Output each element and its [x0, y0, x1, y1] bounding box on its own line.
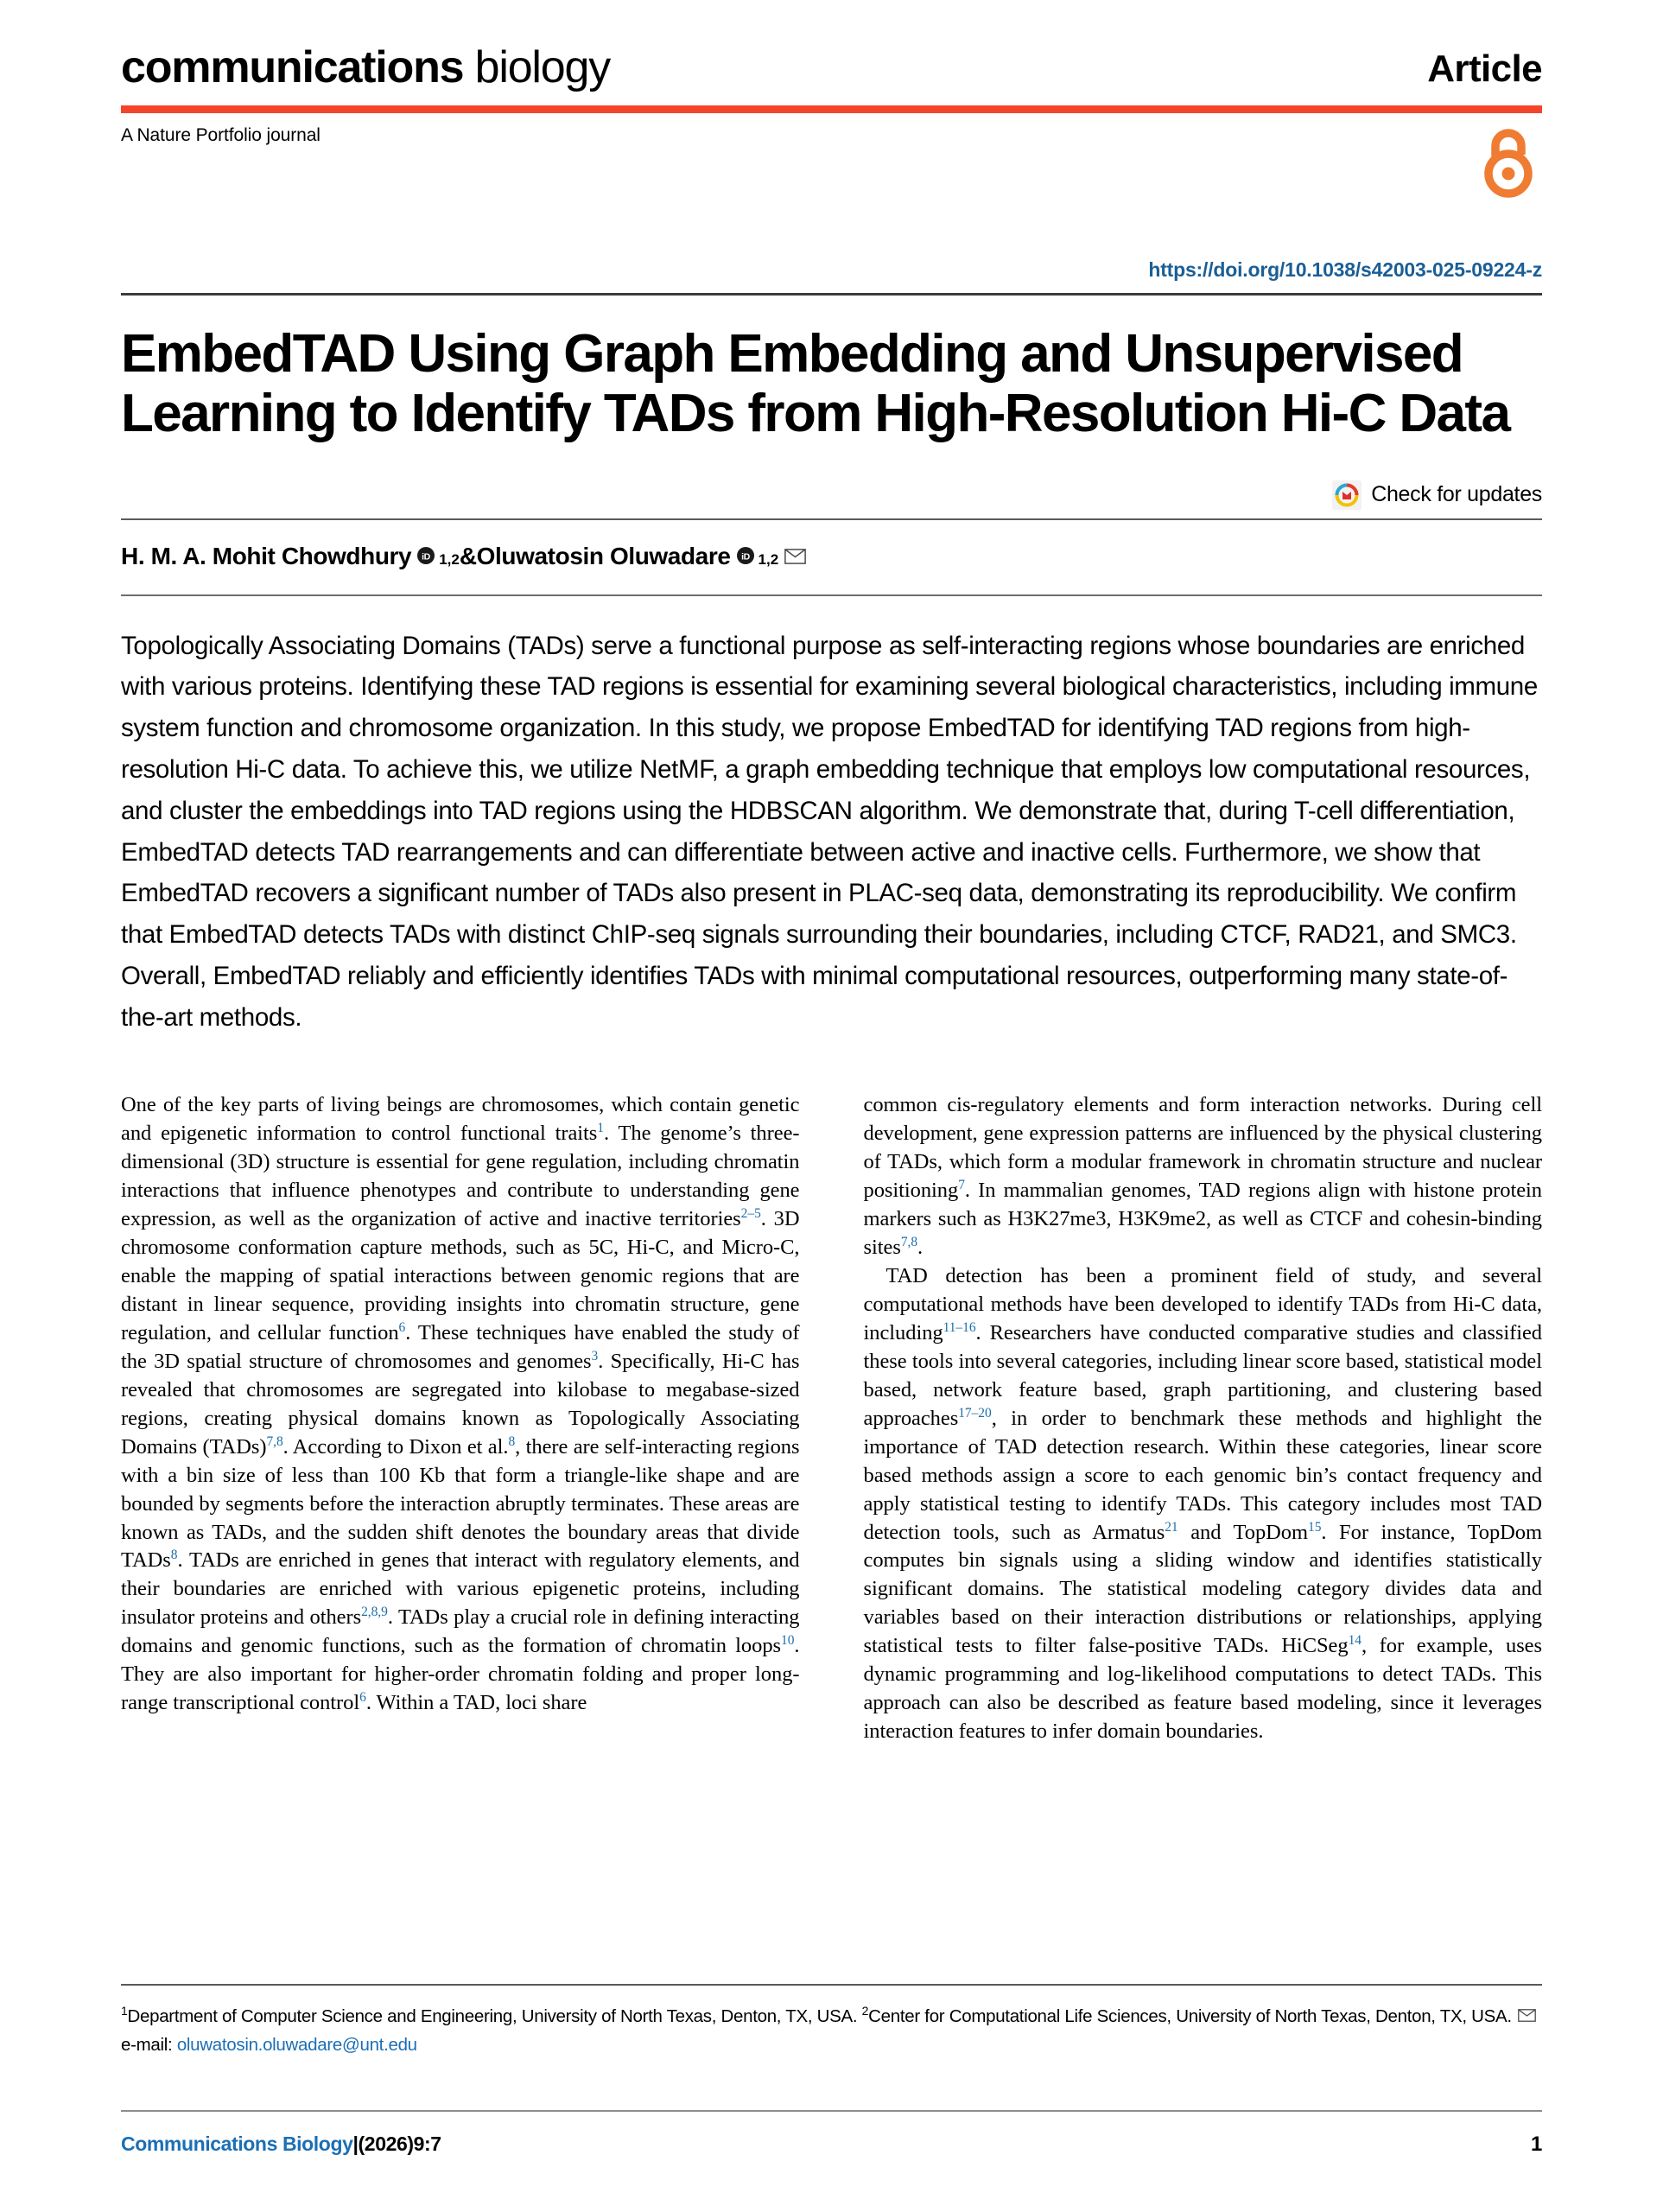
orcid-icon[interactable] [417, 543, 435, 560]
affiliation-marker-1: 1 [121, 2004, 128, 2018]
journal-logo-strong: communications [121, 42, 464, 92]
footer-separator: | [352, 2133, 359, 2155]
citation-reference[interactable]: 6 [359, 1689, 366, 1705]
citation-reference[interactable]: 1 [597, 1121, 604, 1136]
doi-divider [121, 293, 1542, 296]
citation-reference[interactable]: 10 [781, 1633, 795, 1649]
masthead [121, 0, 1542, 90]
citation-reference[interactable]: 14 [1348, 1633, 1362, 1649]
abstract-text: Topologically Associating Domains (TADs) serve a functional purpose as self-interacting regions whose boundaries are enriched with various proteins. Identifying these TAD regions is essential for examining several biological characteristics, including immune system function and chromosome organization. In this study, we propose EmbedTAD for identifying TAD regions from high-resolution Hi-C data. To achieve this, we utilize NetMF, a graph embedding technique that employs low computational resources, and cluster the embeddings into TAD regions using the HDBSCAN algorithm. We demonstrate that, during T-cell differentiation, EmbedTAD detects TAD rearrangements and can differentiate between active and inactive cells. Furthermore, we show that EmbedTAD recovers a significant number of TADs also present in PLAC-seq data, demonstrating its reproducibility. We confirm that EmbedTAD detects TADs with distinct ChIP-seq signals surrounding their boundaries, including CTCF, RAD21, and SMC3. Overall, EmbedTAD reliably and efficiently identifies TADs with minimal computational resources, outperforming many state-of-the-art methods. [121, 631, 1538, 1032]
masthead-divider [121, 105, 1542, 113]
citation-reference[interactable]: 8 [508, 1433, 516, 1449]
citation-reference[interactable]: 7,8 [266, 1433, 283, 1449]
citation-reference[interactable]: 17–20 [958, 1405, 992, 1421]
author-affiliation-second: 1,2 [758, 550, 779, 568]
journal-logo-light: biology [463, 42, 611, 92]
author-name-second[interactable]: Oluwatosin Oluwadare [476, 542, 731, 569]
footnote-divider [121, 1984, 1542, 1986]
body-content [121, 1091, 1542, 1746]
svg-text:iD: iD [422, 550, 431, 562]
body-paragraph: TAD detection has been a prominent field of study, and several computational methods have been developed to identify TADs from Hi-C data, including$^{11-16}$. Researchers have conducted comparative studies and classified these tools into several categories, including linear score based, statistical model based, network feature based, graph partitioning, and clustering based approaches$^{17-20}$, in order to benchmark these methods and highlight the importance of TAD detection research. Within these categories, linear score based methods assign a score to each genomic bin’s contact frequency and apply statistical testing to identify TADs. This category includes most TAD detection tools, such as Armatus$^{21}$ and TopDom$^{15}$. For instance, TopDom computes bin signals using a sliding window and identifies statistically significant domains. The statistical modeling category divides data and variables based on their interaction distributions or relationships, applying statistical tests to filter false-positive TADs. HiCSeg$^{14}$, for example, uses dynamic programming and log-likelihood computations to detect TADs. This approach can also be described as feature based modeling, since it leverages interaction features to infer domain boundaries. [863, 1264, 1542, 1744]
citation-reference[interactable]: 2,8,9 [361, 1605, 388, 1620]
citation-reference[interactable]: 7,8 [900, 1234, 918, 1249]
open-access-lock-icon [1475, 125, 1542, 198]
citation-reference[interactable]: 2–5 [740, 1206, 761, 1222]
page-title: EmbedTAD Using Graph Embedding and Unsupervised Learning to Identify TADs from High-Resolution Hi-C Data [121, 324, 1510, 443]
body-paragraph: common cis-regulatory elements and form interaction networks. During cell development, gene expression patterns are influenced by the physical clustering of TADs, which form a modular framework in chromatin structure and nuclear positioning$^7$. In mammalian genomes, TAD regions align with histone protein markers such as H3K27me3, H3K9me2, as well as CTCF and cohesin-binding sites$^{7,8}$. [863, 1093, 1542, 1260]
author-conjunction: & [459, 542, 477, 569]
affiliation-1: Department of Computer Science and Engineering, University of North Texas, Denton, TX, USA. [127, 2005, 862, 2026]
crossmark-icon [1332, 480, 1362, 510]
affiliations-footnote [121, 2001, 1542, 2059]
footer-citation-group [121, 2133, 441, 2156]
email-label: e-mail: [121, 2035, 177, 2056]
page-footer [121, 2133, 1542, 2157]
citation-reference[interactable]: 21 [1165, 1519, 1178, 1535]
body-column-left [121, 1091, 800, 1746]
page-number: 1 [1531, 2133, 1542, 2156]
author-list [121, 543, 1542, 570]
footer-divider [121, 2110, 1542, 2112]
envelope-icon [1518, 2002, 1536, 2015]
citation-reference[interactable]: 15 [1308, 1519, 1322, 1535]
authors-divider [121, 594, 1542, 596]
citation-reference[interactable]: 11–16 [943, 1319, 976, 1335]
footer-volume-page: (2026)9:7 [358, 2133, 441, 2155]
citation-reference[interactable]: 3 [591, 1348, 599, 1363]
author-affiliation-first: 1,2 [439, 550, 460, 568]
author-name-first[interactable]: H. M. A. Mohit Chowdhury [121, 542, 412, 569]
body-column-right [864, 1091, 1543, 1746]
doi-link[interactable]: https://doi.org/10.1038/s42003-025-09224-z [1148, 258, 1542, 281]
citation-reference[interactable]: 7 [958, 1178, 965, 1193]
portfolio-tagline: A Nature Portfolio journal [121, 125, 321, 145]
masthead-subrow [121, 125, 1542, 198]
envelope-icon[interactable] [784, 543, 806, 558]
affiliation-marker-2: 2 [861, 2004, 869, 2018]
check-for-updates-label: Check for updates [1371, 482, 1542, 507]
check-for-updates-badge[interactable] [121, 480, 1542, 510]
citation-reference[interactable]: 8 [170, 1548, 178, 1563]
orcid-icon[interactable] [737, 543, 754, 560]
article-type-label: Article [1427, 48, 1542, 90]
svg-text:iD: iD [740, 550, 750, 562]
body-paragraph: One of the key parts of living beings are chromosomes, which contain genetic and epigenetic information to control functional traits$^1$. The genome’s three-dimensional (3D) structure is essential for gene regulation, including chromatin interactions that influence phenotypes and contribute to understanding gene expression, as well as the organization of active and inactive territories$^{2-5}$. 3D chromosome conformation capture methods, such as 5C, Hi-C, and Micro-C, enable the mapping of spatial interactions between genomic regions that are distant in linear sequence, providing insights into chromatin structure, gene regulation, and cellular function$^6$. These techniques have enabled the study of the 3D spatial structure of chromosomes and genomes$^3$. Specifically, Hi-C has revealed that chromosomes are segregated into kilobase to megabase-sized regions, creating physical domains known as Topologically Associating Domains (TADs)$^{7,8}$. According to Dixon et al.$^8$, there are self-interacting regions with a bin size of less than 100 Kb that form a triangle-like shape and are bounded by segments before the interaction abruptly terminates. These areas are known as TADs, and the sudden shift denotes the boundary areas that divide TADs$^8$. TADs are enriched in genes that interact with regulatory elements, and their boundaries are enriched with various epigenetic proteins, including insulator proteins and others$^{2,8,9}$. TADs play a crucial role in defining interacting domains and genomic functions, such as the formation of chromatin loops$^{10}$. They are also important for higher-order chromatin folding and proper long-range transcriptional control$^6$. Within a TAD, loci share [121, 1093, 800, 1715]
affiliation-2: Center for Computational Life Sciences, University of North Texas, Denton, TX, USA. [868, 2005, 1517, 2026]
citation-reference[interactable]: 6 [398, 1319, 406, 1335]
corresponding-email-link[interactable]: oluwatosin.oluwadare@unt.edu [176, 2035, 417, 2056]
footer-journal-name[interactable]: Communications Biology [121, 2133, 353, 2155]
journal-logo [121, 42, 611, 92]
updates-divider [121, 518, 1542, 520]
